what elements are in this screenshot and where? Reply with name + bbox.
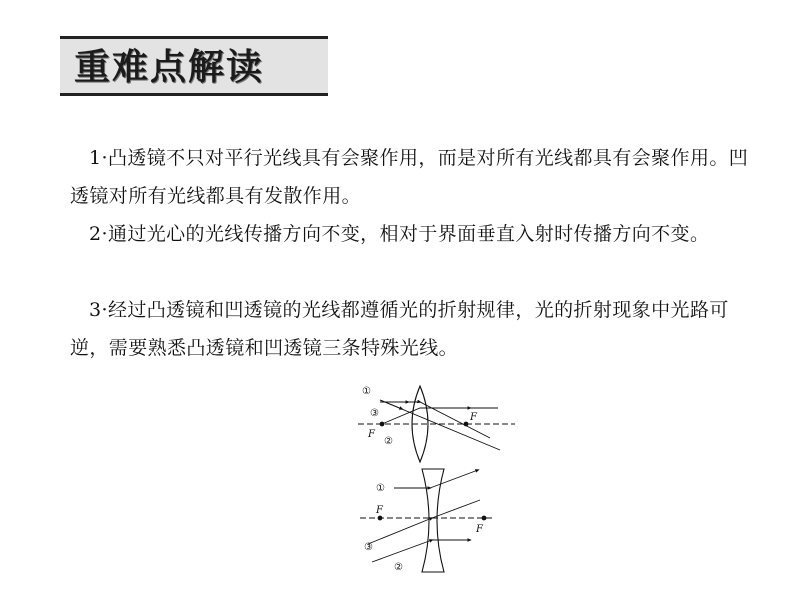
paragraph-text: 凸透镜不只对平行光线具有会聚作用，而是对所有光线都具有会聚作用。凹透镜对所有光线都具有发散作用。	[70, 147, 749, 207]
paragraph-number: 3	[89, 299, 102, 321]
ray-label-2: ②	[384, 436, 393, 447]
ray-2-arrow	[380, 400, 402, 409]
focus-label-left: F	[368, 429, 375, 440]
paragraph-text: 通过光心的光线传播方向不变，相对于界面垂直入射时传播方向不变。	[107, 223, 710, 245]
section-title-banner	[60, 36, 328, 96]
ray-1-out	[430, 470, 478, 488]
paragraph-1	[70, 139, 760, 215]
paragraph-separator: ·	[101, 147, 108, 169]
ray-label-1: ①	[362, 386, 371, 397]
focus-label-right: F	[476, 524, 483, 535]
convex-lens-diagram	[350, 382, 520, 464]
paragraph-2	[70, 215, 760, 253]
focus-point-right	[464, 422, 469, 427]
focus-label-left: F	[376, 505, 383, 516]
ray-label-3: ③	[370, 408, 379, 419]
focus-point-right	[482, 516, 487, 521]
ray-label-1: ①	[376, 483, 385, 494]
paragraph-separator: ·	[101, 223, 108, 245]
ray-3	[382, 408, 498, 424]
focus-label-right: F	[470, 412, 477, 423]
paragraph-3	[70, 291, 760, 367]
ray-3-out	[432, 500, 480, 518]
ray-2	[372, 540, 432, 562]
ray-label-3: ③	[364, 542, 373, 553]
ray-label-2: ②	[394, 562, 403, 573]
focus-point-left	[378, 516, 383, 521]
paragraph-separator: ·	[101, 299, 108, 321]
ray-3	[368, 518, 432, 544]
paragraph-number: 1	[89, 147, 102, 169]
paragraph-number: 2	[89, 223, 102, 245]
paragraph-text: 经过凸透镜和凹透镜的光线都遵循光的折射规律，光的折射现象中光路可逆，需要熟悉凸透镜和凹透镜三条特殊光线。	[70, 299, 729, 359]
focus-point-left	[380, 422, 385, 427]
section-title: 重难点解读	[74, 47, 265, 88]
concave-lens-diagram	[350, 466, 500, 576]
